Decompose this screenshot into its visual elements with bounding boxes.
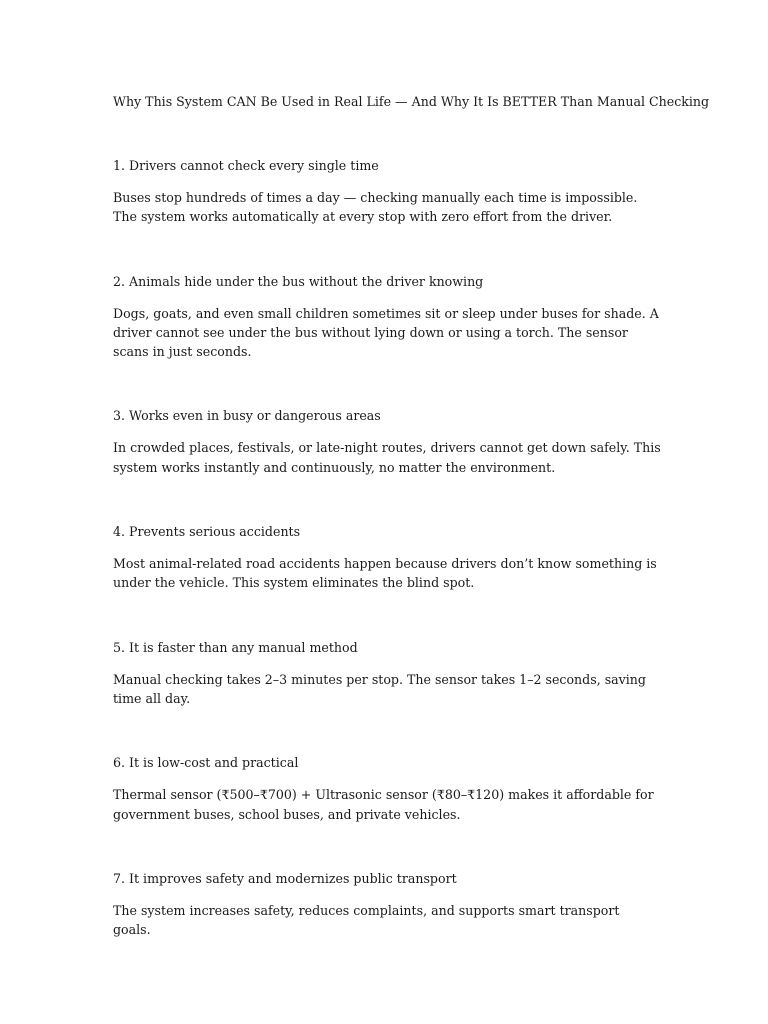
document-page bbox=[113, 92, 710, 939]
section-faster bbox=[113, 638, 661, 709]
document-title: Why This System CAN Be Used in Real Life — And Why It Is BETTER Than Manual Checking bbox=[113, 94, 710, 109]
section-heading: 5. It is faster than any manual method bbox=[113, 639, 358, 655]
section-body: The system increases safety, reduces complaints, and supports smart transport goals. bbox=[113, 902, 620, 938]
section-heading: 4. Prevents serious accidents bbox=[113, 524, 301, 540]
section-heading: 3. Works even in busy or dangerous areas bbox=[113, 408, 381, 424]
section-heading: 6. It is low-cost and practical bbox=[113, 755, 299, 771]
section-prevents-accidents bbox=[113, 522, 661, 593]
section-body: Buses stop hundreds of times a day — checking manually each time is impossible. The system works automatically at every stop with zero effort from the driver. bbox=[113, 190, 638, 225]
section-body: Manual checking takes 2–3 minutes per stop. The sensor takes 1–2 seconds, saving time all day. bbox=[113, 671, 646, 706]
section-animals-hide bbox=[113, 272, 661, 362]
section-body: Thermal sensor (₹500–₹700) + Ultrasonic sensor (₹80–₹120) makes it affordable for government buses, school buses, and private vehicles. bbox=[113, 787, 654, 822]
section-heading: 2. Animals hide under the bus without the driver knowing bbox=[113, 273, 484, 289]
section-drivers-cannot-check bbox=[113, 156, 661, 227]
section-heading: 7. It improves safety and modernizes public transport bbox=[113, 870, 457, 886]
section-body: In crowded places, festivals, or late-night routes, drivers cannot get down safely. This system works instantly and continuously, no matter the environment. bbox=[113, 440, 661, 475]
section-heading: 1. Drivers cannot check every single time bbox=[113, 158, 379, 173]
section-low-cost bbox=[113, 753, 661, 824]
section-busy-areas bbox=[113, 406, 661, 477]
section-improves-safety bbox=[113, 869, 661, 940]
section-body: Most animal-related road accidents happen because drivers don’t know something is under the vehicle. This system eliminates the blind spot. bbox=[113, 556, 657, 591]
section-body: Dogs, goats, and even small children sometimes sit or sleep under buses for shade. A driver cannot see under the bus without lying down or using a torch. The sensor scans in just seconds. bbox=[113, 305, 659, 360]
